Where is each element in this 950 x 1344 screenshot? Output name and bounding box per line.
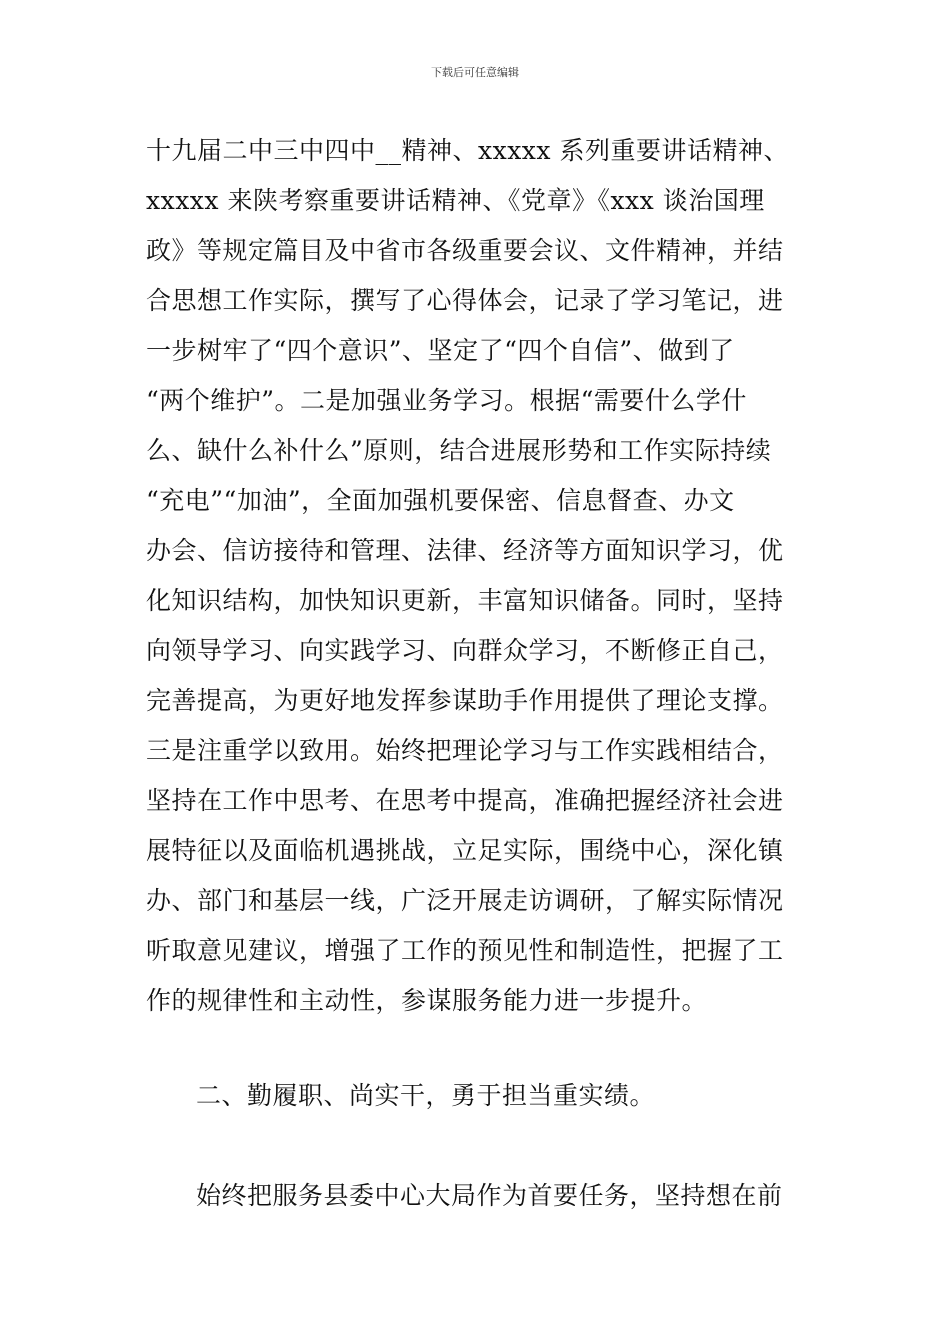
section-heading: 二、勤履职、尚实干，勇于担当重实绩。 [196,1081,656,1110]
body-line: “两个维护”。二是加强业务学习。根据“需要什么学什 [146,386,747,415]
body-line: 十九届二中三中四中__精神、xxxxx 系列重要讲话精神、 [146,136,789,165]
body-line: 政》等规定篇目及中省市各级重要会议、文件精神，并结 [146,236,784,265]
body-line: 完善提高，为更好地发挥参谋助手作用提供了理论支撑。 [146,686,784,715]
body-line: 么、缺什么补什么”原则，结合进展形势和工作实际持续 [146,436,772,465]
body-line: 坚持在工作中思考、在思考中提高，准确把握经济社会进 [146,786,784,815]
page-header: 下载后可任意编辑 [431,66,519,79]
body-line: xxxxx 来陕考察重要讲话精神、《党章》《xxx 谈治国理 [146,186,765,215]
body-line: 向领导学习、向实践学习、向群众学习，不断修正自己， [146,636,784,665]
body-line: 听取意见建议，增强了工作的预见性和制造性，把握了工 [146,936,784,965]
body-line: 化知识结构，加快知识更新，丰富知识储备。同时，坚持 [146,586,784,615]
body-line: “充电”“加油”，全面加强机要保密、信息督查、办文 [146,486,735,515]
body-line: 办、部门和基层一线，广泛开展走访调研，了解实际情况 [146,886,784,915]
body-line: 办会、信访接待和管理、法律、经济等方面知识学习，优 [146,536,784,565]
body-line: 三是注重学以致用。始终把理论学习与工作实践相结合， [146,736,784,765]
body-line: 一步树牢了“四个意识”、坚定了“四个自信”、做到了 [146,336,735,365]
body-line: 作的规律性和主动性，参谋服务能力进一步提升。 [146,986,708,1015]
body-line: 展特征以及面临机遇挑战，立足实际，围绕中心，深化镇 [146,836,784,865]
paragraph-line: 始终把服务县委中心大局作为首要任务，坚持想在前 [196,1181,783,1210]
body-line: 合思想工作实际，撰写了心得体会，记录了学习笔记，进 [146,286,784,315]
